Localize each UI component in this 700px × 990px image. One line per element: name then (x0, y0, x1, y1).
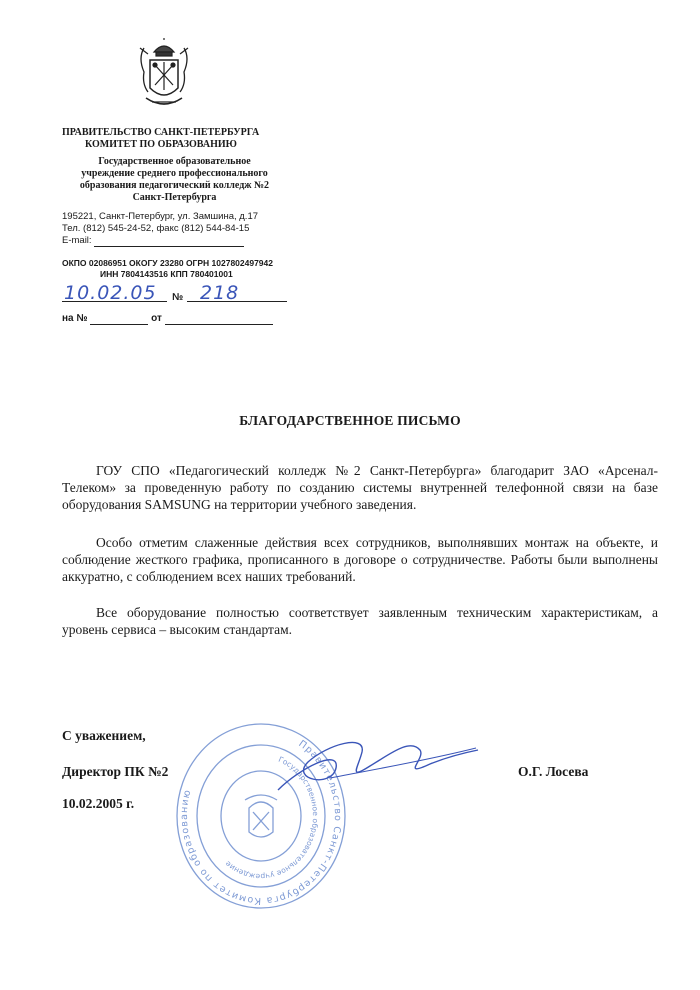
email-blank-line (94, 235, 244, 247)
institution-line: образования педагогический колледж №2 (79, 180, 270, 191)
stamp-inner-text: Государственное образовательное учреждение (223, 754, 320, 882)
reply-date-blank (165, 313, 273, 325)
signer-name: О.Г. Лосева (518, 764, 589, 779)
outgoing-date-handwritten: 10.02.05 (64, 282, 157, 304)
paragraph-text: Особо отметим слаженные действия всех сотрудников, выполнявших монтаж на объекте, и соблюдение жесткого графика, прописанного в договоре о сотрудничестве. Работы были выполнены аккуратно, с соблюдением всех наших требований. (62, 535, 658, 584)
paragraph-text: ГОУ СПО «Педагогический колледж №2 Санкт-Петербурга» благодарит ЗАО «Арсенал-Телеком» за проведенную работу по созданию системы внутренней телефонной связи на базе оборудования SAMSUNG на территории учебного заведения. (62, 463, 658, 512)
letter-title: БЛАГОДАРСТВЕННОЕ ПИСЬМО (239, 413, 461, 428)
signer-position: Директор ПК №2 (62, 764, 169, 779)
government-name: ПРАВИТЕЛЬСТВО САНКТ-ПЕТЕРБУРГА (62, 127, 260, 138)
body-paragraph-2 (62, 534, 658, 585)
email-row (62, 235, 244, 247)
coat-of-arms-icon (132, 38, 196, 116)
reply-label: на № (62, 313, 88, 324)
director-signature (270, 728, 480, 798)
body-paragraph-1 (62, 462, 658, 513)
registration-codes: ОКПО 02086951 ОКОГУ 23280 ОГРН 1027802497942 (62, 258, 273, 268)
institution-phone: Тел. (812) 545-24-52, факс (812) 544-84-15 (62, 223, 250, 234)
outgoing-number-handwritten: 218 (200, 282, 240, 304)
institution-line: учреждение среднего профессионального (81, 168, 268, 179)
email-label: E-mail: (62, 235, 92, 246)
closing-regards: С уважением, (62, 728, 146, 743)
institution-address: 195221, Санкт-Петербург, ул. Замшина, д.17 (62, 211, 259, 222)
from-label: от (151, 313, 162, 324)
institution-name (62, 156, 287, 204)
reply-ref-row (62, 313, 273, 325)
paragraph-text: Все оборудование полностью соответствует заявленным техническим характеристикам, а уровень сервиса – высоким стандартам. (62, 605, 658, 637)
letter-date: 10.02.2005 г. (62, 796, 135, 811)
outgoing-ref-row (62, 284, 292, 306)
institution-line: Государственное образовательное (98, 156, 251, 167)
reply-number-blank (90, 313, 148, 325)
number-label: № (172, 292, 184, 303)
tax-codes: ИНН 7804143516 КПП 780401001 (100, 269, 233, 279)
committee-name: КОМИТЕТ ПО ОБРАЗОВАНИЮ (85, 139, 237, 150)
stamp-outer-text: Правительство Санкт-Петербурга Комитет по образованию (178, 738, 344, 907)
body-paragraph-3 (62, 604, 658, 638)
institution-line: Санкт-Петербурга (132, 192, 217, 203)
